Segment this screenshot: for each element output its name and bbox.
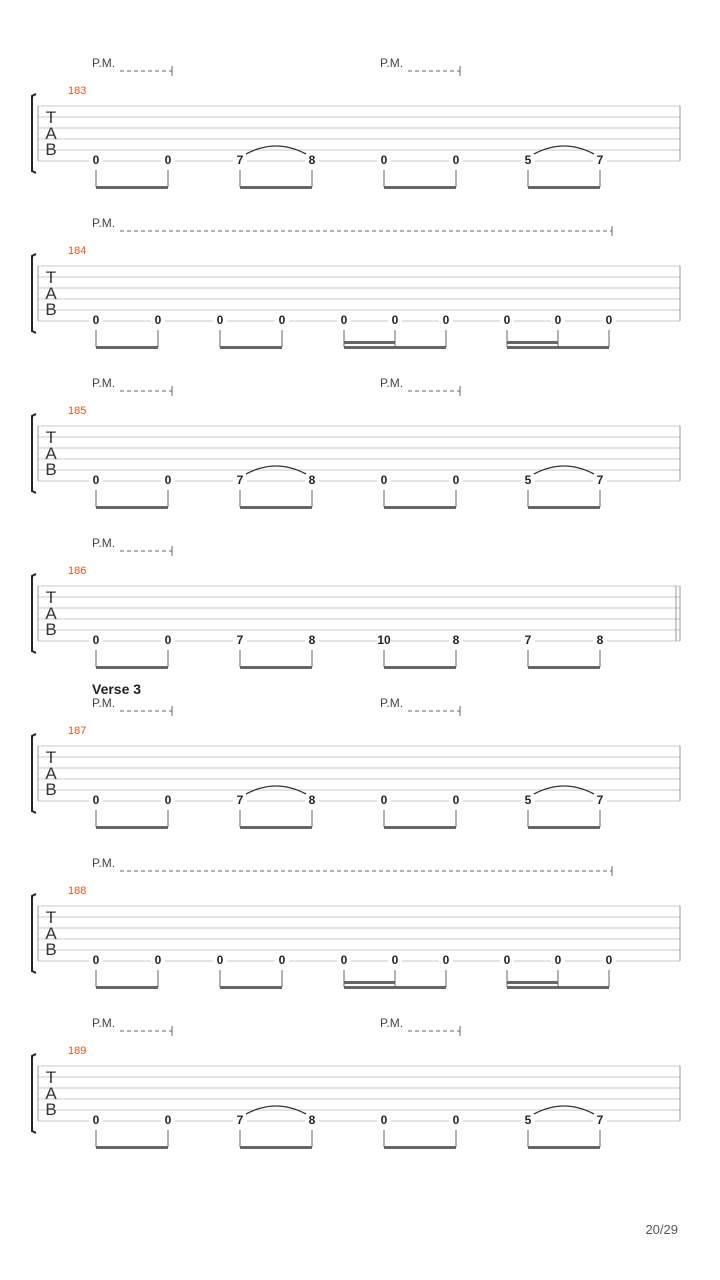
tab-clef-b: B: [45, 460, 57, 479]
fret-number: 0: [164, 793, 172, 807]
beam: [96, 826, 168, 829]
beam: [528, 506, 600, 509]
tab-clef-a: A: [45, 284, 57, 303]
beam: [96, 346, 158, 349]
fret-number: 0: [164, 633, 172, 647]
tab-clef-b: B: [45, 620, 57, 639]
beam: [384, 826, 456, 829]
palm-mute-label: P.M.: [380, 56, 404, 70]
tab-system-186: [32, 536, 680, 669]
beam: [240, 666, 312, 669]
fret-number: 8: [596, 633, 604, 647]
fret-number: 8: [308, 793, 316, 807]
fret-number: 0: [92, 153, 100, 167]
palm-mute-label: P.M.: [92, 56, 116, 70]
fret-number: 5: [524, 793, 532, 807]
fret-number: 8: [308, 153, 316, 167]
system-bracket: [32, 894, 36, 973]
beam: [96, 1146, 168, 1149]
system-bracket: [32, 254, 36, 333]
beam: [528, 666, 600, 669]
tab-clef-b: B: [45, 1100, 57, 1119]
system-bracket: [32, 574, 36, 653]
beam: [344, 986, 446, 989]
system-bracket: [32, 734, 36, 813]
secondary-beam: [507, 341, 558, 344]
fret-number: 0: [442, 313, 450, 327]
tab-clef-a: A: [45, 124, 57, 143]
secondary-beam: [507, 981, 558, 984]
secondary-beam: [344, 341, 395, 344]
system-bracket: [32, 94, 36, 173]
tab-clef-t: T: [45, 748, 57, 767]
fret-number: 7: [596, 473, 604, 487]
fret-number: 8: [308, 633, 316, 647]
fret-number: 0: [452, 1113, 460, 1127]
fret-number: 8: [308, 1113, 316, 1127]
beam: [240, 826, 312, 829]
tab-clef-t: T: [45, 428, 57, 447]
fret-number: 5: [524, 1113, 532, 1127]
beam: [384, 506, 456, 509]
palm-mute-label: P.M.: [380, 696, 404, 710]
measure-number: 185: [68, 405, 87, 417]
fret-number: 8: [308, 473, 316, 487]
fret-number: 5: [524, 153, 532, 167]
system-bracket: [32, 1054, 36, 1133]
fret-number: 0: [380, 1113, 388, 1127]
secondary-beam: [344, 981, 395, 984]
fret-number: 0: [503, 313, 511, 327]
beam: [507, 346, 609, 349]
tab-system-183: [32, 56, 680, 189]
fret-number: 0: [92, 473, 100, 487]
measure-number: 184: [68, 245, 87, 257]
tab-clef-t: T: [45, 908, 57, 927]
tab-clef-b: B: [45, 300, 57, 319]
tab-clef-a: A: [45, 924, 57, 943]
fret-number: 5: [524, 473, 532, 487]
measure-number: 183: [68, 85, 87, 97]
fret-number: 0: [340, 953, 348, 967]
beam: [344, 346, 446, 349]
fret-number: 0: [154, 313, 162, 327]
system-bracket: [32, 414, 36, 493]
tab-clef-a: A: [45, 604, 57, 623]
palm-mute-label: P.M.: [92, 696, 116, 710]
beam: [240, 506, 312, 509]
tab-clef-a: A: [45, 444, 57, 463]
fret-number: 0: [92, 793, 100, 807]
fret-number: 0: [92, 313, 100, 327]
tab-clef-t: T: [45, 1068, 57, 1087]
page-number: 20/29: [645, 1222, 678, 1237]
tab-clef-b: B: [45, 940, 57, 959]
beam: [240, 1146, 312, 1149]
beam: [96, 986, 158, 989]
palm-mute-label: P.M.: [92, 376, 116, 390]
fret-number: 0: [216, 953, 224, 967]
fret-number: 7: [236, 473, 244, 487]
fret-number: 0: [340, 313, 348, 327]
fret-number: 0: [452, 153, 460, 167]
fret-number: 7: [596, 1113, 604, 1127]
beam: [96, 666, 168, 669]
fret-number: 8: [452, 633, 460, 647]
measure-number: 189: [68, 1045, 87, 1057]
fret-number: 0: [391, 313, 399, 327]
palm-mute-label: P.M.: [92, 1016, 116, 1030]
section-label: Verse 3: [92, 681, 142, 697]
fret-number: 0: [391, 953, 399, 967]
beam: [240, 186, 312, 189]
palm-mute-label: P.M.: [92, 856, 116, 870]
fret-number: 0: [278, 953, 286, 967]
fret-number: 0: [554, 313, 562, 327]
fret-number: 7: [524, 633, 532, 647]
tab-system-187: [32, 681, 680, 829]
fret-number: 0: [605, 313, 613, 327]
measure-number: 186: [68, 565, 87, 577]
tab-clef-t: T: [45, 108, 57, 127]
fret-number: 10: [377, 633, 391, 647]
fret-number: 0: [92, 953, 100, 967]
fret-number: 0: [380, 473, 388, 487]
fret-number: 7: [236, 793, 244, 807]
fret-number: 0: [92, 633, 100, 647]
fret-number: 0: [605, 953, 613, 967]
fret-number: 0: [164, 153, 172, 167]
fret-number: 0: [92, 1113, 100, 1127]
fret-number: 0: [380, 153, 388, 167]
palm-mute-label: P.M.: [92, 536, 116, 550]
tab-system-184: [32, 216, 680, 349]
fret-number: 0: [164, 473, 172, 487]
beam: [384, 186, 456, 189]
palm-mute-label: P.M.: [92, 216, 116, 230]
beam: [507, 986, 609, 989]
tab-clef-a: A: [45, 1084, 57, 1103]
tab-clef-t: T: [45, 268, 57, 287]
tab-clef-t: T: [45, 588, 57, 607]
beam: [528, 826, 600, 829]
beam: [528, 1146, 600, 1149]
fret-number: 7: [596, 793, 604, 807]
tab-clef-b: B: [45, 780, 57, 799]
fret-number: 0: [554, 953, 562, 967]
fret-number: 7: [236, 633, 244, 647]
fret-number: 0: [380, 793, 388, 807]
fret-number: 0: [154, 953, 162, 967]
palm-mute-label: P.M.: [380, 376, 404, 390]
fret-number: 7: [236, 1113, 244, 1127]
beam: [384, 1146, 456, 1149]
beam: [220, 346, 282, 349]
beam: [96, 506, 168, 509]
fret-number: 0: [442, 953, 450, 967]
fret-number: 7: [236, 153, 244, 167]
palm-mute-label: P.M.: [380, 1016, 404, 1030]
fret-number: 0: [164, 1113, 172, 1127]
measure-number: 188: [68, 885, 87, 897]
fret-number: 0: [452, 793, 460, 807]
beam: [96, 186, 168, 189]
fret-number: 0: [216, 313, 224, 327]
fret-number: 7: [596, 153, 604, 167]
fret-number: 0: [278, 313, 286, 327]
beam: [384, 666, 456, 669]
fret-number: 0: [503, 953, 511, 967]
tab-clef-b: B: [45, 140, 57, 159]
fret-number: 0: [452, 473, 460, 487]
tab-clef-a: A: [45, 764, 57, 783]
measure-number: 187: [68, 725, 87, 737]
tab-system-185: [32, 376, 680, 509]
tab-system-189: [32, 1016, 680, 1149]
beam: [220, 986, 282, 989]
beam: [528, 186, 600, 189]
tab-system-188: [32, 856, 680, 989]
